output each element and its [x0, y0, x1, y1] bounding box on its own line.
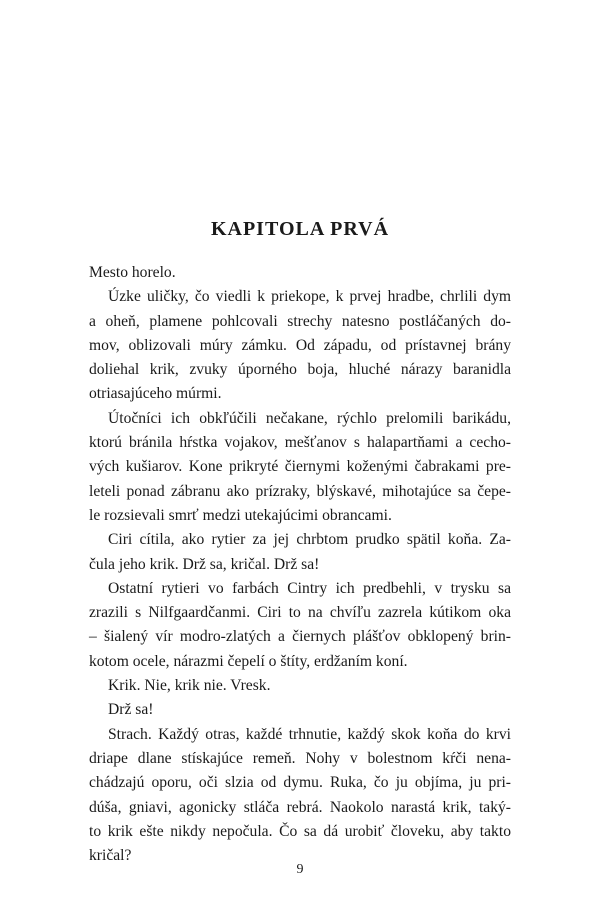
paragraph	[89, 723, 511, 869]
chapter-title: KAPITOLA PRVÁ	[210, 218, 390, 240]
text-line: le rozsievali smrť medzi utekajúcimi obrancami.	[89, 506, 392, 524]
paragraph	[89, 407, 511, 528]
paragraph	[89, 261, 511, 285]
text-line: kričal?	[89, 847, 132, 865]
text-line: dúša, gniavi, agonicky stláča rebrá. Naokolo narastá krik, taký-	[89, 798, 511, 816]
text-line: Útočníci ich obkľúčili nečakane, rýchlo prelomili barikádu,	[108, 409, 511, 427]
paragraph	[89, 577, 511, 674]
text-line: Ostatní rytieri vo farbách Cintry ich predbehli, v trysku sa	[108, 579, 511, 597]
chapter-body	[89, 261, 511, 868]
text-line: Strach. Každý otras, každé trhnutie, každý skok koňa do krvi	[108, 725, 511, 743]
text-line: zrazili s Nilfgaardčanmi. Ciri to na chvíľu zazrela kútikom oka	[89, 604, 511, 622]
text-line: Ciri cítila, ako rytier za jej chrbtom prudko spätil koňa. Za-	[108, 531, 511, 549]
text-line: otriasajúceho múrmi.	[89, 385, 222, 403]
text-line: Drž sa!	[108, 701, 154, 719]
page-number: 9	[296, 862, 304, 877]
text-line: chádzajú oporu, oči slzia od dymu. Ruka, čo ju objíma, ju pri-	[89, 774, 511, 792]
text-line: Krik. Nie, krik nie. Vresk.	[108, 677, 271, 695]
text-line: – šialený vír modro-zlatých a čiernych plášťov obklopený brin-	[89, 628, 511, 646]
text-line: kotom ocele, nárazmi čepelí o štíty, erdžaním koní.	[89, 652, 408, 670]
text-line: vých kušiarov. Kone prikryté čiernymi koženými čabrakami pre-	[89, 458, 511, 476]
paragraph	[89, 528, 511, 577]
text-line: mov, oblizovali múry zámku. Od západu, od prístavnej brány	[89, 336, 511, 354]
paragraph	[89, 674, 511, 698]
text-line: Mesto horelo.	[89, 264, 176, 281]
text-line: čula jeho krik. Drž sa, kričal. Drž sa!	[89, 555, 320, 573]
paragraph	[89, 698, 511, 722]
text-line: a oheň, plamene pohlcovali strechy natesno postláčaných do-	[89, 312, 511, 330]
paragraph	[89, 285, 511, 406]
text-line: driape dlane stískajúce remeň. Nohy v bolestnom kŕči nena-	[89, 749, 511, 767]
text-line: leteli ponad zábranu ako prízraky, blýskavé, mihotajúce sa čepe-	[89, 482, 511, 500]
text-line: to krik ešte nikdy nepočula. Čo sa dá urobiť človeku, aby takto	[89, 822, 511, 840]
text-line: doliehal krik, zvuky úporného boja, hluché nárazy baranidla	[89, 361, 511, 379]
text-line: Úzke uličky, čo viedli k priekope, k prvej hradbe, chrlili dym	[108, 288, 511, 306]
text-line: ktorú bránila hŕstka vojakov, mešťanov s halapartňami a cecho-	[89, 434, 511, 452]
